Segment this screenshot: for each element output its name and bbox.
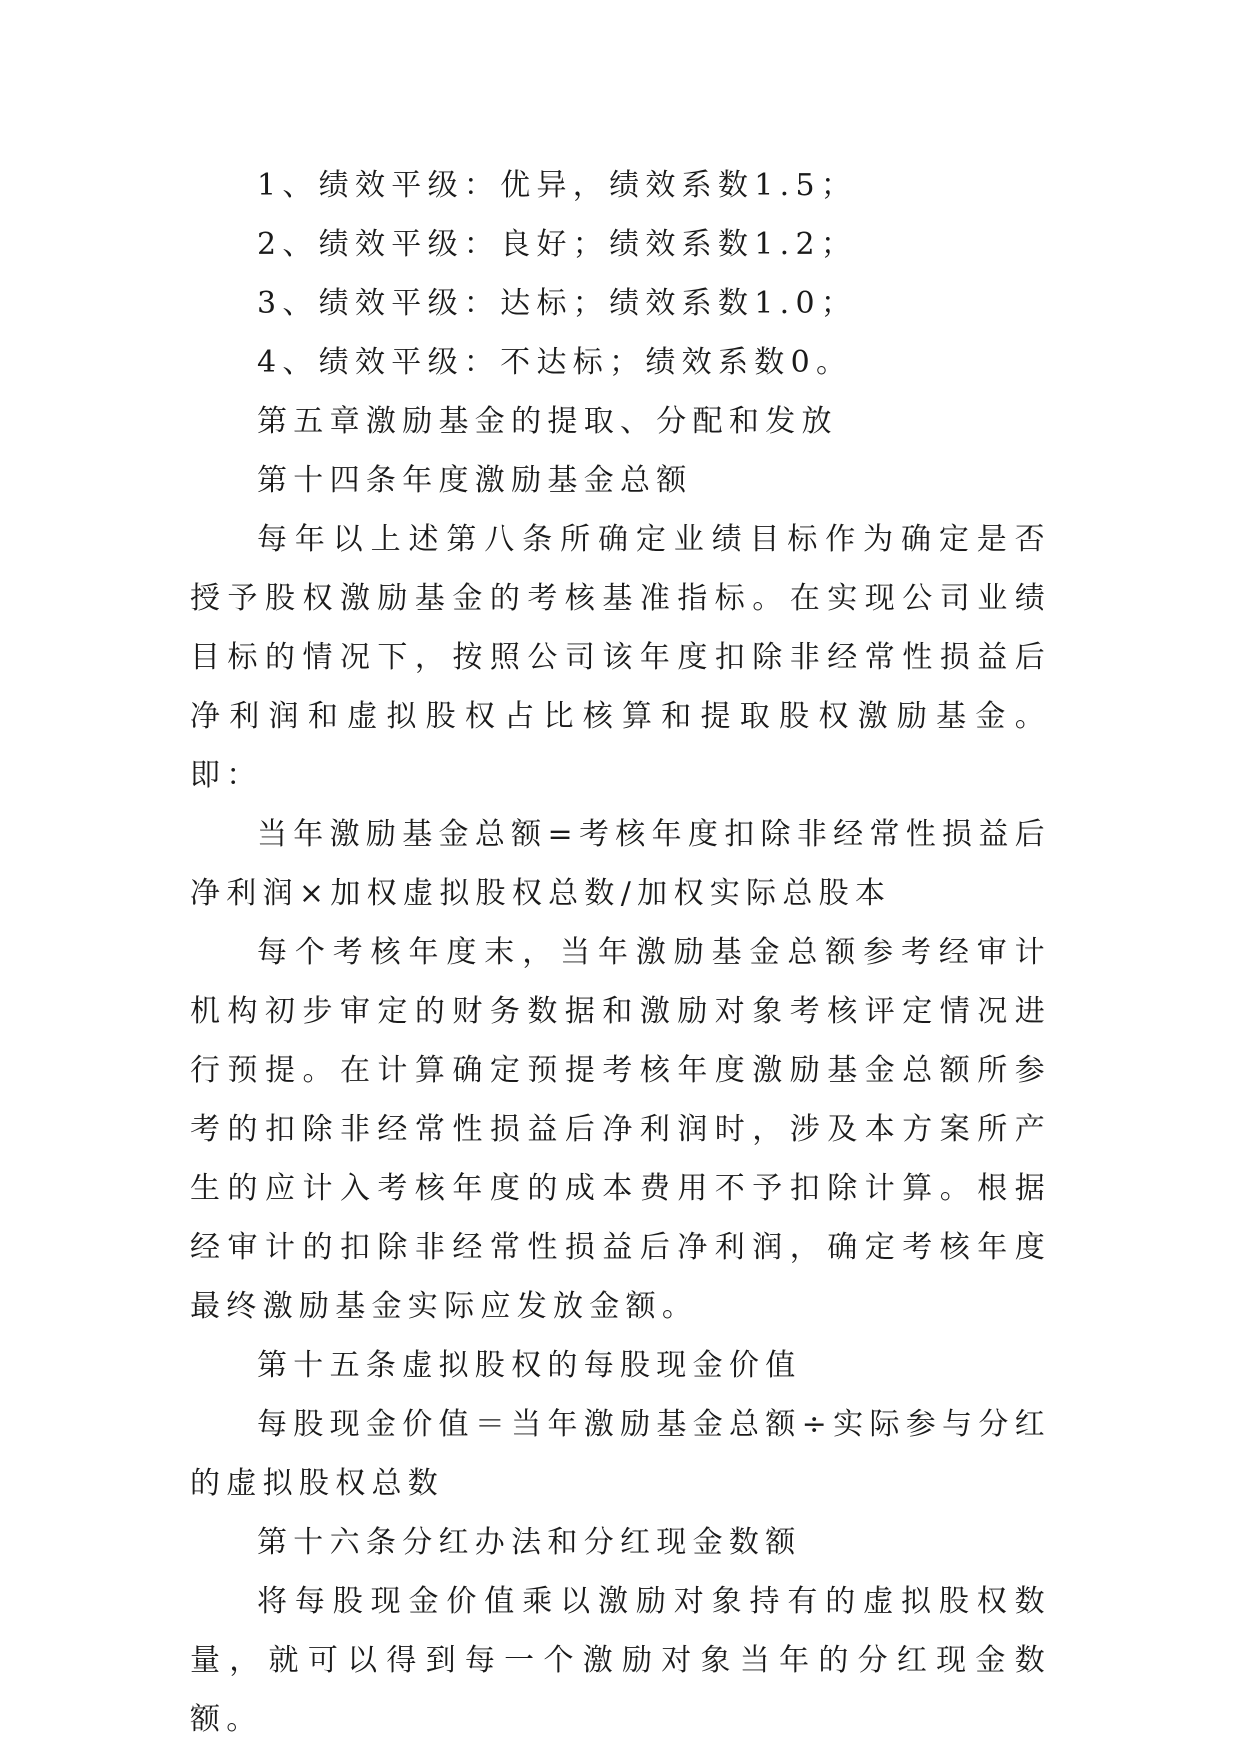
article-heading-16: 第十六条分红办法和分红现金数额 xyxy=(257,1525,802,1560)
list-item-performance-good: 2、绩效平级：良好；绩效系数1.2； xyxy=(257,227,858,262)
body-paragraph: 每个考核年度末，当年激励基金总额参考经审计机构初步审定的财务数据和激励对象考核评定情况进行预提。在计算确定预提考核年度激励基金总额所参考的扣除非经常性损益后净利润时，涉及本方案所产生的应计入考核年度的成本费用不予扣除计算。根据经审计的扣除非经常性损益后净利润，确定考核年度最终激励基金实际应发放金额。 xyxy=(190,935,1051,1324)
list-item-performance-excellent: 1、绩效平级：优异，绩效系数1.5； xyxy=(257,168,858,203)
list-item-performance-substandard: 4、绩效平级：不达标；绩效系数0。 xyxy=(257,345,853,380)
list-item-performance-standard: 3、绩效平级：达标；绩效系数1.0； xyxy=(257,286,858,321)
formula-paragraph: 每股现金价值＝当年激励基金总额÷实际参与分红的虚拟股权总数 xyxy=(190,1407,1051,1501)
article-heading-15: 第十五条虚拟股权的每股现金价值 xyxy=(257,1348,802,1383)
article-heading-14: 第十四条年度激励基金总额 xyxy=(257,463,693,498)
chapter-heading-5: 第五章激励基金的提取、分配和发放 xyxy=(257,404,838,439)
body-paragraph: 每年以上述第八条所确定业绩目标作为确定是否授予股权激励基金的考核基准指标。在实现公司业绩目标的情况下，按照公司该年度扣除非经常性损益后净利润和虚拟股权占比核算和提取股权激励基金。即： xyxy=(190,522,1051,793)
formula-paragraph: 当年激励基金总额=考核年度扣除非经常性损益后净利润×加权虚拟股权总数/加权实际总股本 xyxy=(190,817,1051,911)
body-paragraph: 将每股现金价值乘以激励对象持有的虚拟股权数量，就可以得到每一个激励对象当年的分红现金数额。 xyxy=(190,1584,1051,1737)
